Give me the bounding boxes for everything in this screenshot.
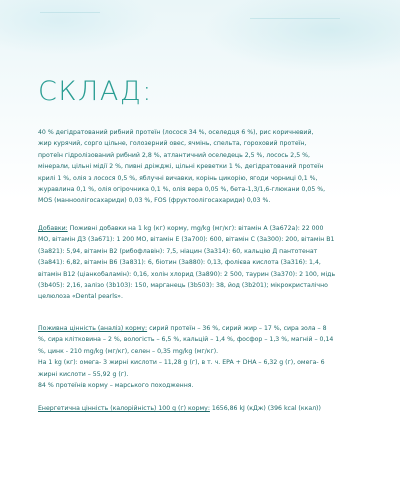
additives-section: [38, 223, 368, 303]
additives-label: Добавки:: [38, 225, 68, 232]
additives-text: Поживні добавки на 1 kg (кг) корму, mg/kg (мг/кг): вітамін А (3a672a): 22 000 МО, вітамін Д3 (3a671): 1 200 МО, вітамін Е (3a700): 600, вітамін С (3a300): 200, вітамін B1 (3a821): 5,94, вітамін B2 (рибофлавін): 7,5, ніацин (3a314): 60, кальцію Д пантотенат (3a841): 6,82, вітамін B6 (3a831): 6, біотин (3a880): 0,13, фолієва кислота (3a316): 1,4, вітамін B12 (ціанкобаламін): 0,16, холін хлорид (3a890): 2 500, таурин (3a370): 2 100, мідь (3b405): 2,16, залізо (3b103): 150, марганець (3b503): 38, йод (3b201); мікрокристалічно целюлоза «Dental pearls».: [38, 225, 336, 301]
page-title: СКЛАД:: [38, 76, 153, 107]
nutrition-section: [38, 323, 368, 391]
water-ripple: [250, 18, 340, 19]
composition-text: 40 % дегідратований рибний протеїн (лосося 34 %, оселедця 6 %), рис коричневий, жир курячий, сорго цільне, голозерний овес, ячмінь, спельта, гороховий протеїн, протеїн гідролізований рибний 2,8 %, атлантичний оселедець 2,5 %, лосось 2,5 %, мінерали, цільні мідії 2 %, пивні дріжджі, цільні креветки 1 %, дегідратований протеїн крилі 1 %, олія з лосося 0,5 %, яблучні вичавки, корінь цикорію, ягоди чорниці 0,1 %, журавлина 0,1 %, олія огірочника 0,1 %, олія вера 0,05 %, бета-1,3/1,6-глюкани 0,05 %, MOS (манноолігосахариди) 0,03 %, FOS (фруктоолігосахариди) 0,03 %.: [38, 129, 326, 205]
water-ripple: [40, 12, 100, 13]
energy-label: Енергетична цінність (калорійність) 100 g (г) корму:: [38, 405, 210, 412]
energy-section: [38, 403, 368, 414]
energy-text: 1656,86 kJ (кДж) (396 kcal (ккал)): [209, 405, 321, 412]
nutrition-label: Поживна цінність (аналіз) корму:: [38, 325, 148, 332]
nutrition-text: сирий протеїн – 36 %, сирий жир – 17 %, сира зола – 8 %, сира клітковина – 2 %, вологість – 6,5 %, кальцій – 1,4 %, фосфор – 1,3 %, магній – 0,14 %, цинк - 210 mg/kg (мг/кг), селен – 0,35 mg/kg (мг/кг). На 1 kg (кг): омега- 3 жирні кислоти – 11,28 g (г), в т. ч. EPA + DHA – 6,32 g (г), омега- 6 жирні кислоти – 55,92 g (г). 84 % протеїнів корму – марського походження.: [38, 325, 334, 390]
